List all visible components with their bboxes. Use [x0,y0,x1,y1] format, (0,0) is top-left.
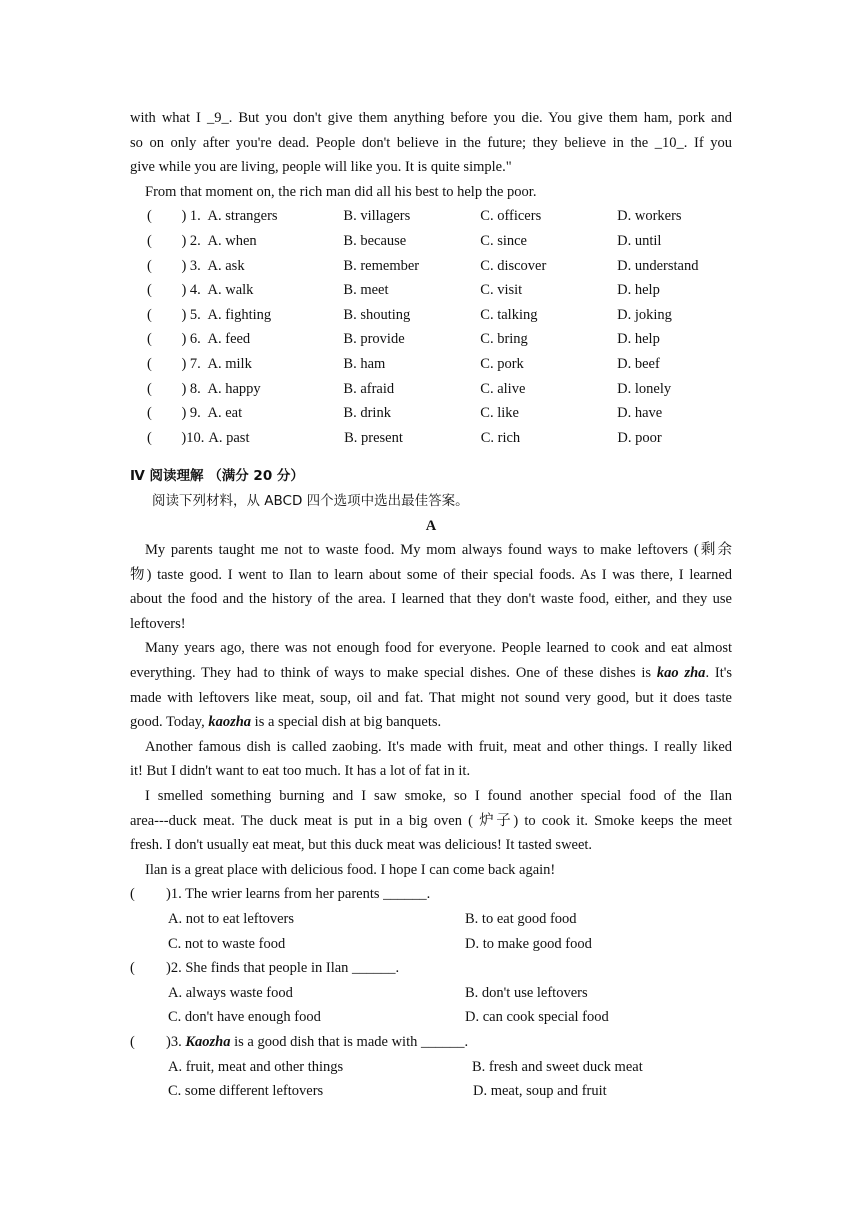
option-row [130,303,732,328]
option-d: D. joking [617,306,672,323]
option-row [130,981,732,1006]
text-line: so on only after you're dead. People don't believe in the future; they believe in the _10_. If you [130,134,732,151]
text-line: give while you are living, people will like you. It is quite simple." [130,159,512,176]
option-c: C. don't have enough food [168,1009,321,1026]
option-d: D. can cook special food [465,1009,609,1026]
question-stem [130,882,732,907]
answer-blank[interactable]: ( [130,886,135,903]
option-c: C. rich [480,429,521,446]
option-row [130,327,732,352]
question-number: ) 1. [181,208,201,225]
option-b: B. because [343,232,407,249]
text-line: My parents taught me not to waste food. My mom always found ways to make leftovers (剩余 [145,542,732,559]
answer-blank[interactable]: ( [147,429,152,446]
question-number: )10. [181,429,205,446]
option-d: D. help [617,331,660,348]
option-row [130,907,732,932]
option-d: D. understand [617,257,699,274]
answer-blank[interactable]: ( [147,331,152,348]
option-row [130,932,732,957]
option-a: A. ask [207,257,245,274]
option-b: B. fresh and sweet duck meat [472,1058,643,1075]
answer-blank[interactable]: ( [147,257,152,274]
question-number: ) 9. [181,405,201,422]
option-row [130,278,732,303]
text-line: Many years ago, there was not enough food for everyone. People learned to cook and eat almost [145,640,732,657]
option-d: D. poor [617,429,662,446]
option-a: A. past [208,429,250,446]
answer-blank[interactable]: ( [130,960,135,977]
option-a: A. feed [207,331,251,348]
option-b: B. afraid [343,380,395,397]
section-heading: Ⅳ 阅读理解 （满分 20 分） [130,468,304,485]
answer-blank[interactable]: ( [147,232,152,249]
text-line [130,661,732,686]
text-span: is a special dish at big banquets. [254,714,442,731]
option-c: C. bring [480,331,528,348]
answer-blank[interactable]: ( [147,405,152,422]
question-number: ) 5. [181,306,201,323]
option-b: B. provide [343,331,405,348]
dish-name: kaozha [208,714,252,731]
answer-blank[interactable]: ( [147,380,152,397]
option-d: D. beef [617,355,660,372]
text-line: about the food and the history of the area. I learned that they don't waste food, either, and they use [130,591,732,608]
answer-blank[interactable]: ( [130,1033,135,1050]
option-row [130,352,732,377]
question-number: ) 2. [181,232,201,249]
option-c: C. talking [480,306,538,323]
text-line: it! But I didn't want to eat too much. It has a lot of fat in it. [130,763,471,780]
text-line: 物) taste good. I went to Ilan to learn about some of their special foods. As I was there, I learned [130,566,732,583]
text-span: good. Today, [130,714,205,731]
text-line: From that moment on, the rich man did all his best to help the poor. [145,183,537,200]
option-c: C. pork [480,355,524,372]
question-text: )2. She finds that people in Ilan ______. [166,960,400,977]
questions [130,882,732,1103]
option-row [130,426,732,451]
option-a: A. milk [207,355,252,372]
question-number: ) 3. [181,257,201,274]
option-a: A. fruit, meat and other things [168,1058,344,1075]
question-number: ) 4. [181,282,201,299]
option-a: A. happy [207,380,261,397]
option-b: B. meet [343,282,389,299]
option-c: C. like [480,405,519,422]
question-number: ) 7. [181,355,201,372]
option-d: D. workers [617,208,682,225]
text-line: area---duck meat. The duck meat is put in a big oven ( 炉子) to cook it. Smoke keeps the meet [130,812,732,829]
text-line: Ilan is a great place with delicious food. I hope I can come back again! [145,861,556,878]
option-row [130,254,732,279]
option-b: B. villagers [343,208,411,225]
option-b: B. present [344,429,403,446]
option-row [130,204,732,229]
option-c: C. visit [480,282,523,299]
question-text: )1. The wrier learns from her parents ______. [166,886,431,903]
answer-blank[interactable]: ( [147,306,152,323]
dish-name: Kaozha [185,1033,231,1050]
dish-name: kao zha [656,665,706,682]
text-line: leftovers! [130,615,186,632]
cloze-options [130,204,732,450]
answer-blank[interactable]: ( [147,282,152,299]
option-a: A. strangers [207,208,278,225]
option-a: A. eat [207,405,243,422]
option-a: A. not to eat leftovers [168,911,295,927]
reading-passage [130,538,732,882]
option-d: D. meat, soup and fruit [473,1083,607,1100]
cloze-passage-tail [130,106,732,204]
option-c: C. officers [480,208,542,225]
option-a: A. walk [207,282,254,299]
option-b: B. drink [343,405,391,422]
option-d: D. lonely [617,380,672,397]
option-a: A. fighting [207,306,272,323]
option-d: D. until [617,232,662,249]
option-b: B. to eat good food [465,911,577,927]
text-line: fresh. I don't usually eat meat, but this duck meat was delicious! It tasted sweet. [130,837,593,854]
text-line [130,710,732,735]
option-c: C. since [480,232,527,249]
option-row [130,229,732,254]
text-line: with what I _9_. But you don't give them anything before you die. You give them ham, pork and [130,110,732,126]
text-span: everything. They had to think of ways to make special dishes. One of these dishes is [130,665,652,682]
text-line: Another famous dish is called zaobing. It's made with fruit, meat and other things. I really liked [145,738,732,755]
passage-title: A [425,517,437,534]
option-row [130,401,732,426]
option-b: B. ham [343,355,386,372]
question-number: )3. [166,1033,182,1050]
question-stem [130,1030,732,1055]
option-row [130,1055,732,1080]
question-number: ) 8. [181,380,201,397]
question-number: ) 6. [181,331,201,348]
option-d: D. help [617,282,660,299]
option-c: C. alive [480,380,526,397]
option-c: C. discover [480,257,547,274]
text-line: made with leftovers like meat, soup, oil and fat. That might not sound very good, but it does taste [130,689,732,706]
answer-blank[interactable]: ( [147,208,152,225]
option-b: B. remember [343,257,420,274]
option-row [130,1005,732,1030]
option-row [130,1079,732,1104]
exam-page [130,106,732,1104]
text-line: I smelled something burning and I saw smoke, so I found another special food of the Ilan [145,788,732,805]
question-text: is a good dish that is made with ______. [234,1033,469,1050]
option-c: C. some different leftovers [168,1083,324,1100]
answer-blank[interactable]: ( [147,355,152,372]
option-row [130,377,732,402]
option-d: D. to make good food [465,935,592,952]
option-a: A. always waste food [168,984,293,1001]
option-d: D. have [617,405,663,422]
text-span: . It's [705,665,732,682]
section-instruction: 阅读下列材料，从 ABCD 四个选项中选出最佳答案。 [152,492,469,509]
option-b: B. don't use leftovers [465,984,588,1001]
question-stem [130,956,732,981]
option-c: C. not to waste food [168,935,286,952]
option-b: B. shouting [343,306,411,323]
option-a: A. when [207,232,257,249]
